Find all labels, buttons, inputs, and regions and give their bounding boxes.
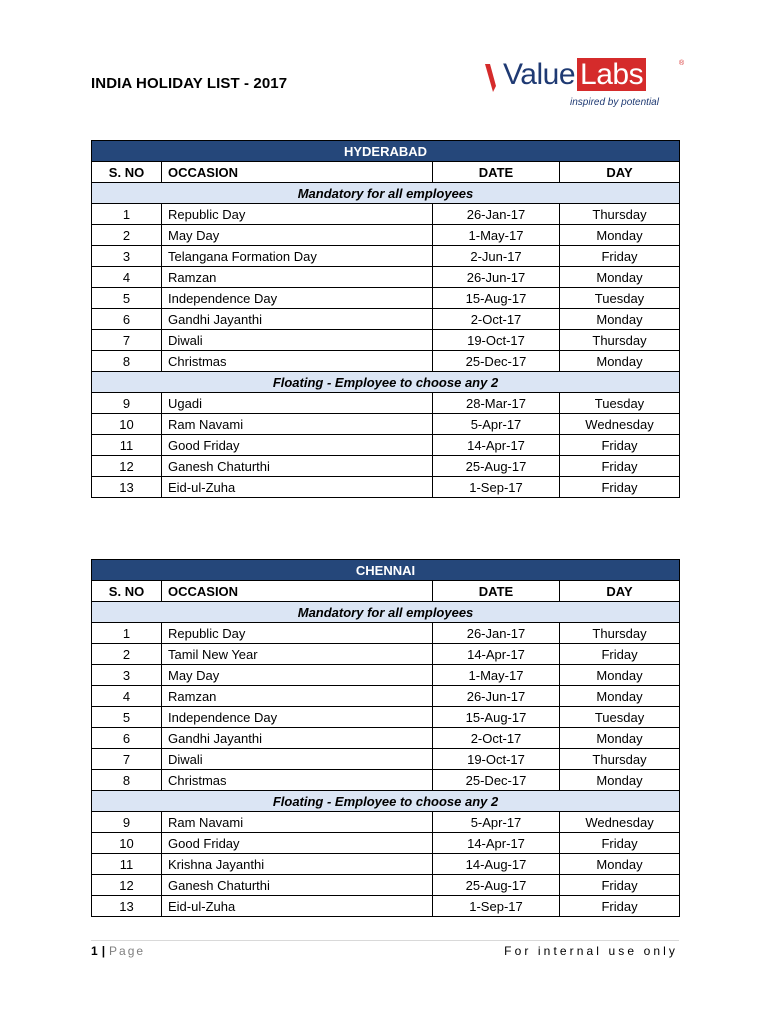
logo-labs-text: Labs [577,58,646,91]
cell-date: 14-Apr-17 [433,435,560,456]
cell-date: 2-Oct-17 [433,309,560,330]
cell-sno: 4 [92,686,162,707]
section-row-floating [92,372,680,393]
cell-sno: 1 [92,623,162,644]
cell-occasion: Christmas [162,770,433,791]
section-label: Mandatory for all employees [92,602,680,623]
cell-day: Tuesday [560,707,680,728]
cell-day: Friday [560,246,680,267]
table-row [92,812,680,833]
cell-sno: 12 [92,456,162,477]
cell-date: 2-Jun-17 [433,246,560,267]
cell-day: Friday [560,896,680,917]
cell-date: 15-Aug-17 [433,707,560,728]
cell-sno: 13 [92,896,162,917]
cell-date: 1-May-17 [433,665,560,686]
section-row-mandatory [92,183,680,204]
cell-sno: 5 [92,707,162,728]
cell-sno: 8 [92,351,162,372]
cell-sno: 12 [92,875,162,896]
cell-sno: 9 [92,393,162,414]
table-row [92,393,680,414]
cell-occasion: Tamil New Year [162,644,433,665]
cell-day: Monday [560,225,680,246]
cell-day: Thursday [560,330,680,351]
footer-internal-note: For internal use only [504,944,678,958]
cell-occasion: Diwali [162,749,433,770]
cell-day: Friday [560,833,680,854]
column-header-row [92,162,680,183]
cell-day: Monday [560,854,680,875]
logo-registered-mark: ® [679,60,685,67]
cell-day: Monday [560,770,680,791]
column-header-date: DATE [433,162,560,183]
cell-date: 25-Aug-17 [433,875,560,896]
cell-sno: 6 [92,309,162,330]
cell-sno: 5 [92,288,162,309]
cell-day: Friday [560,644,680,665]
cell-day: Thursday [560,204,680,225]
cell-day: Monday [560,267,680,288]
cell-occasion: Good Friday [162,435,433,456]
city-header-row [92,560,680,581]
city-name: HYDERABAD [92,141,680,162]
cell-occasion: Ramzan [162,267,433,288]
cell-sno: 1 [92,204,162,225]
cell-occasion: Ram Navami [162,812,433,833]
table-row [92,246,680,267]
cell-sno: 10 [92,414,162,435]
cell-occasion: Eid-ul-Zuha [162,477,433,498]
cell-sno: 7 [92,330,162,351]
section-label: Floating - Employee to choose any 2 [92,791,680,812]
cell-date: 1-May-17 [433,225,560,246]
footer-page-number [91,944,145,958]
cell-occasion: May Day [162,665,433,686]
column-header-occasion: OCCASION [162,581,433,602]
cell-sno: 11 [92,854,162,875]
cell-day: Wednesday [560,812,680,833]
cell-occasion: Republic Day [162,204,433,225]
cell-day: Friday [560,435,680,456]
table-row [92,875,680,896]
cell-day: Tuesday [560,288,680,309]
cell-date: 25-Aug-17 [433,456,560,477]
table-row [92,686,680,707]
table-row [92,623,680,644]
table-row [92,707,680,728]
cell-date: 26-Jun-17 [433,267,560,288]
cell-date: 14-Apr-17 [433,833,560,854]
table-row [92,351,680,372]
section-label: Mandatory for all employees [92,183,680,204]
cell-day: Thursday [560,749,680,770]
cell-sno: 4 [92,267,162,288]
cell-date: 1-Sep-17 [433,477,560,498]
page-number: 1 [91,944,100,958]
cell-occasion: May Day [162,225,433,246]
cell-occasion: Independence Day [162,288,433,309]
cell-sno: 10 [92,833,162,854]
footer-divider [91,940,679,941]
table-row [92,749,680,770]
cell-occasion: Gandhi Jayanthi [162,309,433,330]
city-name: CHENNAI [92,560,680,581]
column-header-sno: S. NO [92,581,162,602]
page-separator: | [101,944,108,958]
table-row [92,414,680,435]
cell-occasion: Ugadi [162,393,433,414]
table-row [92,288,680,309]
table-row [92,644,680,665]
logo-wordmark [503,58,646,92]
table-row [92,728,680,749]
table-row [92,896,680,917]
cell-date: 19-Oct-17 [433,749,560,770]
cell-sno: 11 [92,435,162,456]
cell-sno: 3 [92,665,162,686]
section-row-mandatory [92,602,680,623]
page-word: Page [109,944,146,958]
table-row [92,770,680,791]
cell-occasion: Independence Day [162,707,433,728]
cell-day: Monday [560,351,680,372]
cell-occasion: Republic Day [162,623,433,644]
cell-occasion: Ram Navami [162,414,433,435]
cell-date: 25-Dec-17 [433,351,560,372]
cell-sno: 2 [92,225,162,246]
document-title: INDIA HOLIDAY LIST - 2017 [91,75,288,92]
cell-occasion: Telangana Formation Day [162,246,433,267]
column-header-occasion: OCCASION [162,162,433,183]
table-row [92,225,680,246]
cell-day: Monday [560,686,680,707]
table-row [92,267,680,288]
column-header-day: DAY [560,162,680,183]
cell-occasion: Good Friday [162,833,433,854]
cell-date: 26-Jun-17 [433,686,560,707]
cell-day: Monday [560,665,680,686]
cell-occasion: Krishna Jayanthi [162,854,433,875]
table-row [92,854,680,875]
column-header-day: DAY [560,581,680,602]
cell-date: 15-Aug-17 [433,288,560,309]
cell-occasion: Gandhi Jayanthi [162,728,433,749]
table-row [92,833,680,854]
cell-day: Monday [560,728,680,749]
cell-day: Thursday [560,623,680,644]
logo-tagline: inspired by potential [570,97,659,108]
column-header-row [92,581,680,602]
cell-day: Monday [560,309,680,330]
cell-date: 25-Dec-17 [433,770,560,791]
cell-sno: 13 [92,477,162,498]
cell-occasion: Ganesh Chaturthi [162,456,433,477]
section-row-floating [92,791,680,812]
cell-date: 2-Oct-17 [433,728,560,749]
cell-date: 5-Apr-17 [433,812,560,833]
cell-sno: 8 [92,770,162,791]
logo-value-text: Value [503,58,576,91]
cell-sno: 3 [92,246,162,267]
cell-occasion: Diwali [162,330,433,351]
column-header-date: DATE [433,581,560,602]
table-row [92,665,680,686]
logo-chevron-icon [484,60,502,94]
cell-date: 26-Jan-17 [433,623,560,644]
cell-sno: 6 [92,728,162,749]
cell-occasion: Eid-ul-Zuha [162,896,433,917]
table-row [92,204,680,225]
table-row [92,477,680,498]
cell-date: 28-Mar-17 [433,393,560,414]
cell-date: 5-Apr-17 [433,414,560,435]
chennai-holiday-table [91,559,680,917]
cell-day: Tuesday [560,393,680,414]
city-header-row [92,141,680,162]
cell-occasion: Christmas [162,351,433,372]
cell-date: 26-Jan-17 [433,204,560,225]
cell-sno: 2 [92,644,162,665]
table-row [92,456,680,477]
cell-day: Wednesday [560,414,680,435]
cell-sno: 9 [92,812,162,833]
column-header-sno: S. NO [92,162,162,183]
table-row [92,330,680,351]
cell-date: 14-Aug-17 [433,854,560,875]
hyderabad-holiday-table [91,140,680,498]
cell-day: Friday [560,477,680,498]
cell-day: Friday [560,875,680,896]
cell-occasion: Ramzan [162,686,433,707]
table-row [92,309,680,330]
cell-occasion: Ganesh Chaturthi [162,875,433,896]
cell-date: 19-Oct-17 [433,330,560,351]
cell-date: 14-Apr-17 [433,644,560,665]
cell-date: 1-Sep-17 [433,896,560,917]
section-label: Floating - Employee to choose any 2 [92,372,680,393]
cell-sno: 7 [92,749,162,770]
cell-day: Friday [560,456,680,477]
valuelabs-logo [484,60,684,112]
table-row [92,435,680,456]
